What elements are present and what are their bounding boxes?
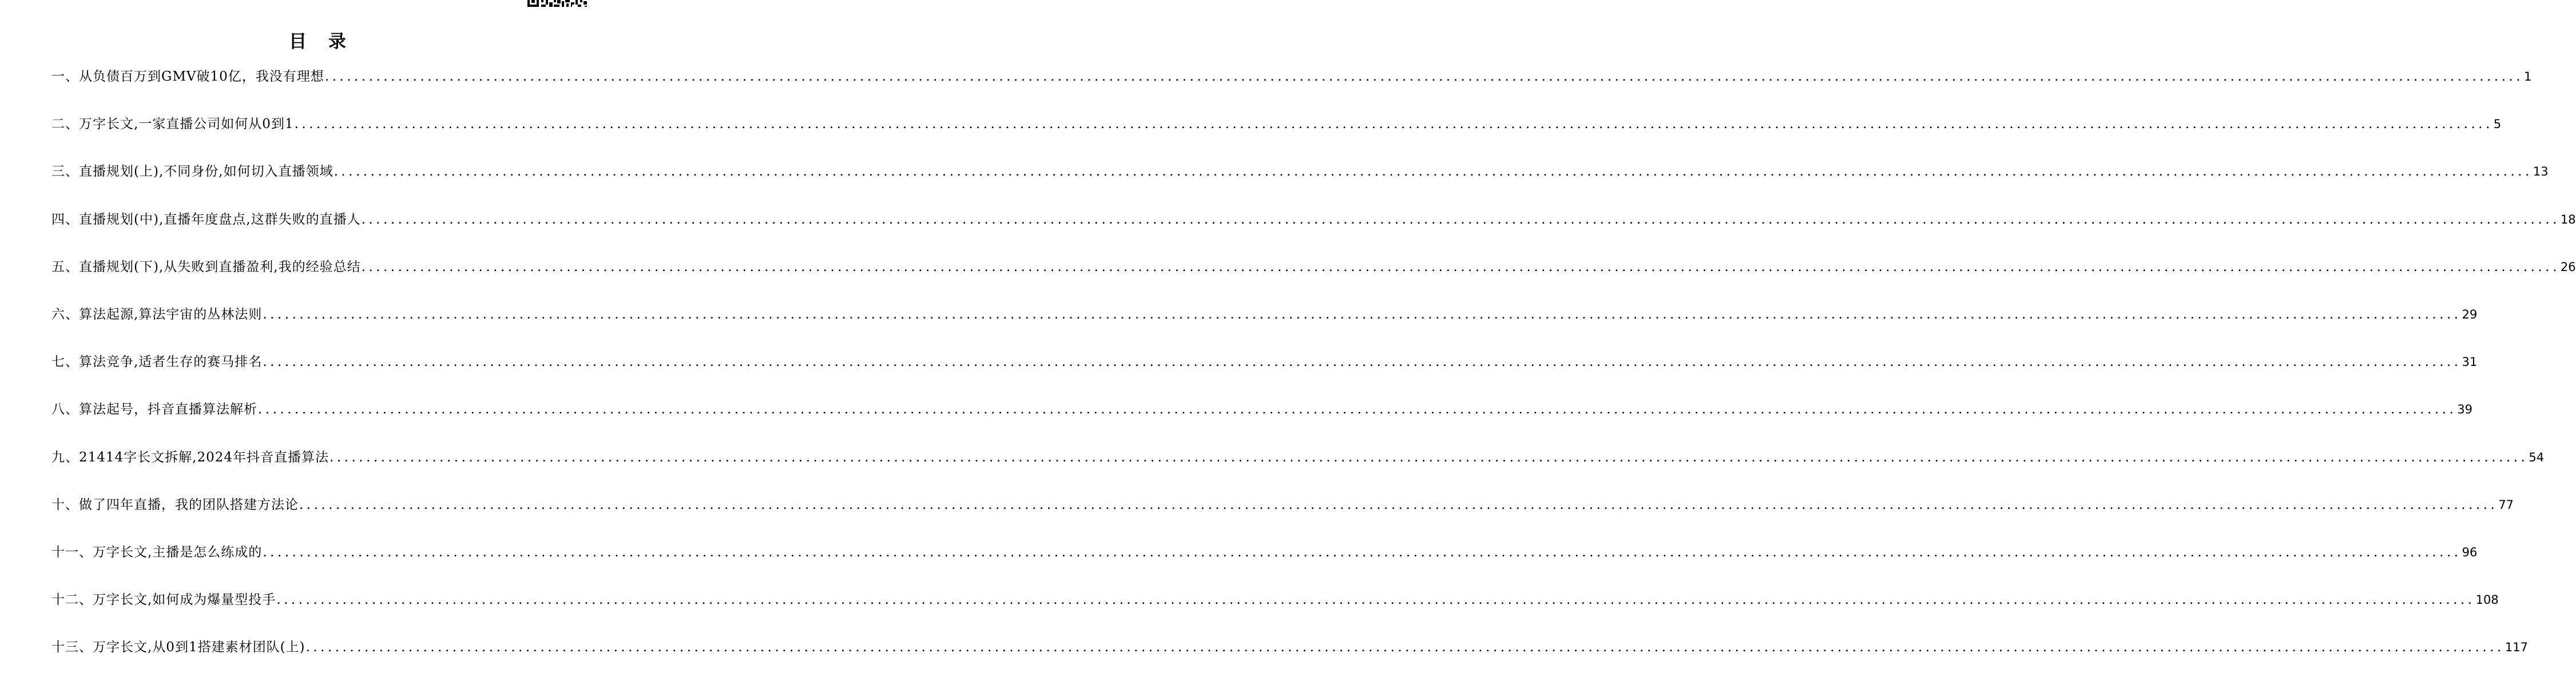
- toc-dot-leader: ............................................................................................................................................................................................................................................................................................................: [324, 69, 2524, 84]
- qr-code-fragment: [527, 0, 589, 7]
- toc-page-number: 108: [2475, 593, 2499, 607]
- toc-page-number: 18: [2560, 212, 2576, 226]
- toc-dot-leader: ............................................................................................................................................................................................................................................................................................................: [258, 402, 2457, 417]
- toc-page-number: 13: [2533, 165, 2549, 179]
- toc-dot-leader: ............................................................................................................................................................................................................................................................................................................: [263, 355, 2462, 370]
- toc-entry[interactable]: [51, 158, 2549, 205]
- toc-entry-title: 四、直播规划(中),直播年度盘点,这群失败的直播人: [51, 212, 361, 227]
- toc-dot-leader: ............................................................................................................................................................................................................................................................................................................: [361, 212, 2560, 227]
- toc-entry-title: 十三、万字长文,从0到1搭建素材团队(上): [51, 640, 305, 655]
- toc-page-number: 5: [2493, 117, 2502, 132]
- toc-dot-leader: ............................................................................................................................................................................................................................................................................................................: [361, 259, 2560, 274]
- page-title: 目录: [289, 31, 368, 52]
- toc-dot-leader: ............................................................................................................................................................................................................................................................................................................: [299, 497, 2498, 512]
- toc-entry-title: 二、万字长文,一家直播公司如何从0到1: [51, 117, 294, 132]
- toc-entry[interactable]: [51, 110, 2502, 158]
- toc-entry-title: 六、算法起源,算法宇宙的丛林法则: [51, 306, 263, 322]
- toc-dot-leader: ............................................................................................................................................................................................................................................................................................................: [294, 117, 2493, 132]
- toc-page-number: 117: [2504, 640, 2528, 655]
- toc-entry-title: 十二、万字长文,如何成为爆量型投手: [51, 592, 276, 608]
- toc-page-number: 1: [2524, 70, 2532, 83]
- toc-entry[interactable]: [51, 491, 2514, 539]
- toc-dot-leader: ............................................................................................................................................................................................................................................................................................................: [276, 592, 2475, 608]
- toc-page-number: 31: [2462, 355, 2478, 369]
- toc-dot-leader: ............................................................................................................................................................................................................................................................................................................: [263, 544, 2462, 560]
- toc-entry[interactable]: [51, 348, 2478, 396]
- toc-entry-title: 三、直播规划(上),不同身份,如何切入直播领域: [51, 164, 334, 180]
- toc-entry-title: 十、做了四年直播，我的团队搭建方法论: [51, 497, 299, 512]
- toc-entry-title: 九、21414字长文拆解,2024年抖音直播算法: [51, 449, 330, 465]
- toc-dot-leader: ............................................................................................................................................................................................................................................................................................................: [305, 640, 2504, 655]
- toc-entry[interactable]: [51, 396, 2473, 443]
- toc-dot-leader: ............................................................................................................................................................................................................................................................................................................: [334, 164, 2533, 180]
- toc-entry[interactable]: [51, 634, 2528, 681]
- toc-entry-title: 五、直播规划(下),从失败到直播盈利,我的经验总结: [51, 259, 361, 274]
- toc-entry[interactable]: [51, 539, 2478, 586]
- toc-page-number: 54: [2529, 450, 2545, 464]
- toc-entry-title: 七、算法竞争,适者生存的赛马排名: [51, 355, 263, 370]
- toc-entry[interactable]: [51, 63, 2532, 110]
- toc-entry-title: 十一、万字长文,主播是怎么练成的: [51, 544, 263, 560]
- toc-entry-title: 一、从负债百万到GMV破10亿，我没有理想: [51, 69, 324, 84]
- table-of-contents: [51, 63, 2576, 681]
- toc-page-number: 29: [2462, 307, 2478, 321]
- toc-entry[interactable]: [51, 301, 2478, 348]
- toc-entry[interactable]: [51, 444, 2545, 491]
- toc-page-number: 39: [2457, 403, 2473, 417]
- toc-entry[interactable]: [51, 586, 2499, 634]
- toc-entry[interactable]: [51, 253, 2576, 301]
- toc-entry-title: 八、算法起号，抖音直播算法解析: [51, 402, 257, 417]
- toc-page-number: 96: [2462, 545, 2478, 559]
- toc-entry[interactable]: [51, 206, 2576, 253]
- toc-page-number: 77: [2498, 497, 2514, 512]
- toc-dot-leader: ............................................................................................................................................................................................................................................................................................................: [263, 306, 2462, 322]
- toc-page-number: 26: [2560, 260, 2576, 274]
- toc-dot-leader: ............................................................................................................................................................................................................................................................................................................: [330, 449, 2529, 465]
